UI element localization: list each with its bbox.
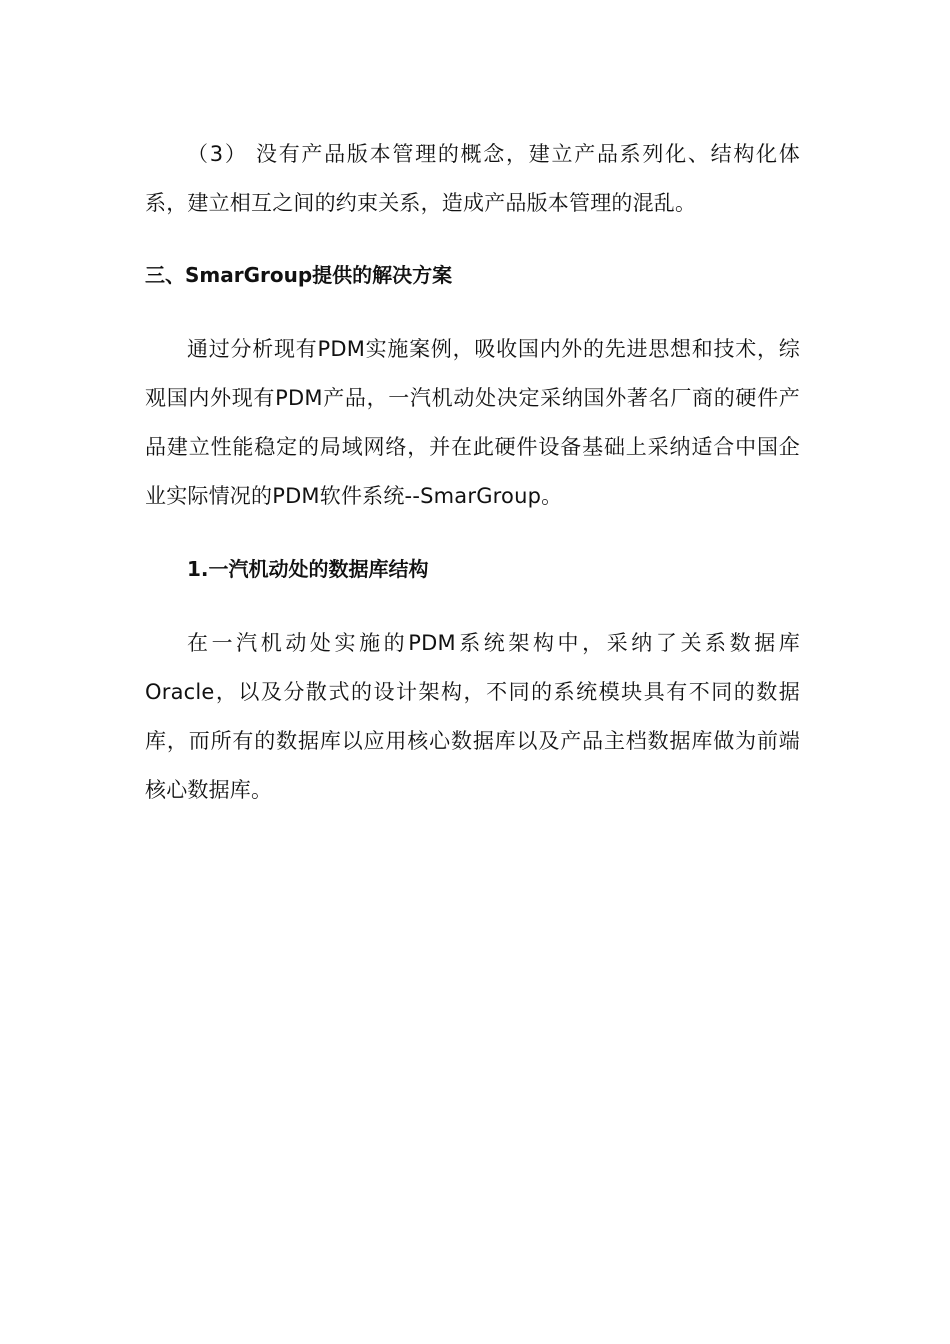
paragraph-solution-intro: 通过分析现有PDM实施案例，吸收国内外的先进思想和技术，综观国内外现有PDM产品，一汽机动处决定采纳国外著名厂商的硬件产品建立性能稳定的局域网络，并在此硬件设备基础上采纳适合中国企业实际情况的PDM软件系统--SmarGroup。 [145,337,800,508]
paragraph-item-3: （3） 没有产品版本管理的概念，建立产品系列化、结构化体系，建立相互之间的约束关系，造成产品版本管理的混乱。 [145,142,800,215]
document-body [145,130,800,815]
paragraph-database-structure: 在一汽机动处实施的PDM系统架构中，采纳了关系数据库Oracle，以及分散式的设计架构，不同的系统模块具有不同的数据库，而所有的数据库以应用核心数据库以及产品主档数据库做为前端核心数据库。 [145,631,800,802]
section-heading-solution: 三、SmarGroup提供的解决方案 [145,263,453,287]
subsection-heading-database-structure: 1.一汽机动处的数据库结构 [187,557,429,581]
